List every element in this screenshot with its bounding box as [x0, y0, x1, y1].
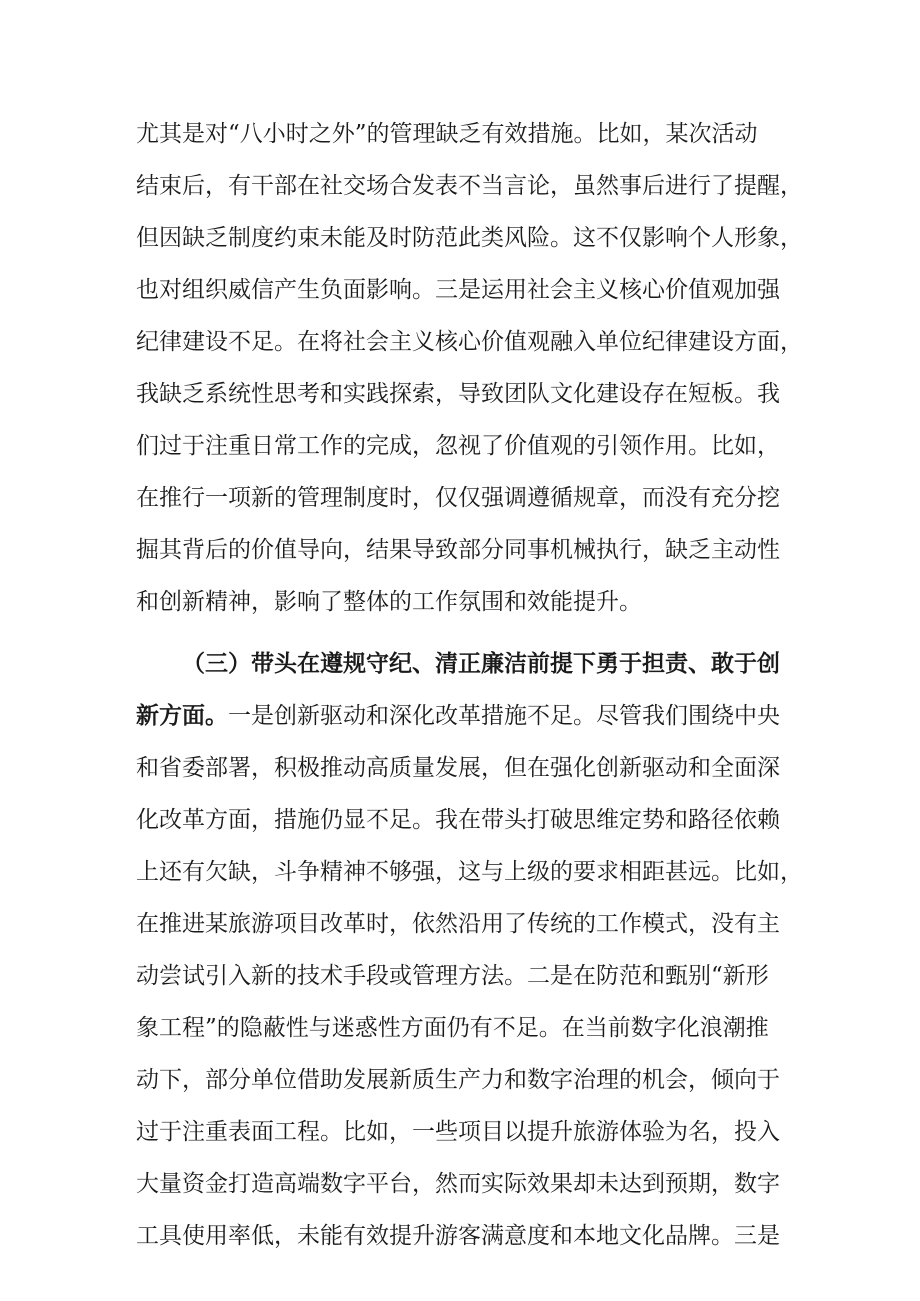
text-line: 和创新精神，影响了整体的工作氛围和效能提升。 — [136, 589, 642, 615]
text-line: 纪律建设不足。在将社会主义核心价值观融入单位纪律建设方面， — [136, 329, 803, 355]
text-run: 一是创新驱动和深化改革措施不足。尽管我们围绕中央 — [228, 703, 780, 729]
text-line: 工具使用率低，未能有效提升游客满意度和本地文化品牌。三是 — [136, 1223, 780, 1249]
text-line: 化改革方面，措施仍显不足。我在带头打破思维定势和路径依赖 — [136, 807, 780, 833]
text-line: 和省委部署，积极推动高质量发展，但在强化创新驱动和全面深 — [136, 755, 780, 781]
text-line: 在推进某旅游项目改革时，依然沿用了传统的工作模式，没有主 — [136, 911, 780, 937]
text-line: 但因缺乏制度约束未能及时防范此类风险。这不仅影响个人形象， — [136, 225, 803, 251]
text-line: 动下，部分单位借助发展新质生产力和数字治理的机会，倾向于 — [136, 1067, 780, 1093]
text-line: 们过于注重日常工作的完成，忽视了价值观的引领作用。比如， — [136, 433, 780, 459]
text-line: 大量资金打造高端数字平台，然而实际效果却未达到预期，数字 — [136, 1171, 780, 1197]
text-line — [136, 690, 796, 742]
text-line: 掘其背后的价值导向，结果导致部分同事机械执行，缺乏主动性 — [136, 537, 780, 563]
text-line: 也对组织威信产生负面影响。三是运用社会主义核心价值观加强 — [136, 277, 780, 303]
text-line: 我缺乏系统性思考和实践探索，导致团队文化建设存在短板。我 — [136, 381, 780, 407]
section-heading-end: 新方面。 — [136, 702, 228, 729]
text-line: 在推行一项新的管理制度时，仅仅强调遵循规章，而没有充分挖 — [136, 485, 780, 511]
text-line: 尤其是对“八小时之外”的管理缺乏有效措施。比如，某次活动 — [136, 121, 758, 147]
text-line: 结束后，有干部在社交场合发表不当言论，虽然事后进行了提醒， — [136, 173, 803, 199]
text-line: 动尝试引入新的技术手段或管理方法。二是在防范和甄别“新形 — [136, 963, 769, 989]
document-body — [136, 108, 803, 1262]
text-line: 上还有欠缺，斗争精神不够强，这与上级的要求相距甚远。比如， — [136, 859, 803, 885]
text-line: 象工程”的隐蔽性与迷惑性方面仍有不足。在当前数字化浪潮推 — [136, 1015, 769, 1041]
paragraph-spacer — [136, 628, 796, 638]
paragraph-2 — [136, 638, 803, 1262]
text-line: 过于注重表面工程。比如，一些项目以提升旅游体验为名，投入 — [136, 1119, 780, 1145]
section-heading: （三）带头在遵规守纪、清正廉洁前提下勇于担责、敢于创 — [182, 650, 780, 677]
paragraph-1 — [136, 108, 803, 628]
